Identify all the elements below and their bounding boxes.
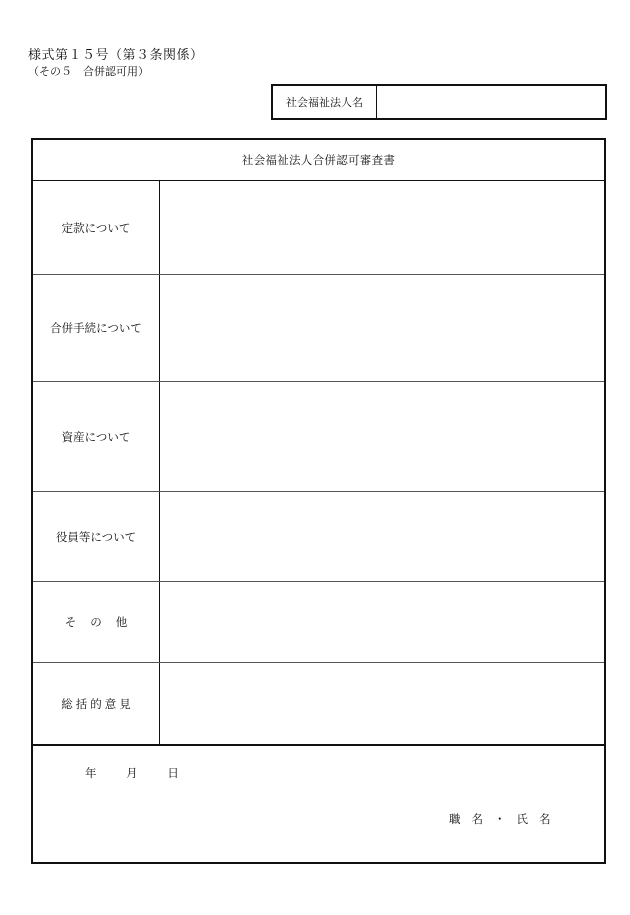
table-row-merger-procedure bbox=[33, 275, 604, 382]
corporation-name-box bbox=[271, 84, 607, 120]
table-row-overall-opinion bbox=[33, 663, 604, 744]
corporation-name-field[interactable] bbox=[377, 86, 605, 118]
table-row-officers bbox=[33, 492, 604, 582]
review-rows bbox=[33, 181, 604, 746]
row-field-merger-procedure[interactable] bbox=[160, 275, 604, 381]
row-label-assets: 資産について bbox=[33, 382, 160, 491]
table-title: 社会福祉法人合併認可審査書 bbox=[33, 140, 604, 181]
review-form-table bbox=[31, 138, 606, 864]
row-label-merger-procedure: 合併手続について bbox=[33, 275, 160, 381]
row-label-articles: 定款について bbox=[33, 181, 160, 274]
row-label-overall-opinion: 総括的意見 bbox=[33, 663, 160, 744]
date-month-label: 月 bbox=[126, 766, 138, 780]
date-day-label: 日 bbox=[167, 766, 179, 780]
row-field-officers[interactable] bbox=[160, 492, 604, 581]
form-subtitle: （その５ 合併認可用） bbox=[28, 65, 149, 78]
signer-title-name: 職名・氏名 bbox=[449, 812, 562, 826]
date-year-label: 年 bbox=[85, 766, 97, 780]
table-row-articles bbox=[33, 181, 604, 275]
row-label-other: その他 bbox=[33, 582, 160, 662]
date-line bbox=[85, 765, 179, 781]
corporation-name-label: 社会福祉法人名 bbox=[273, 86, 377, 118]
row-field-other[interactable] bbox=[160, 582, 604, 662]
row-field-assets[interactable] bbox=[160, 382, 604, 491]
row-field-articles[interactable] bbox=[160, 181, 604, 274]
table-row-other bbox=[33, 582, 604, 663]
row-field-overall-opinion[interactable] bbox=[160, 663, 604, 744]
form-number: 様式第１５号（第３条関係） bbox=[28, 48, 204, 63]
table-row-assets bbox=[33, 382, 604, 492]
row-label-officers: 役員等について bbox=[33, 492, 160, 581]
